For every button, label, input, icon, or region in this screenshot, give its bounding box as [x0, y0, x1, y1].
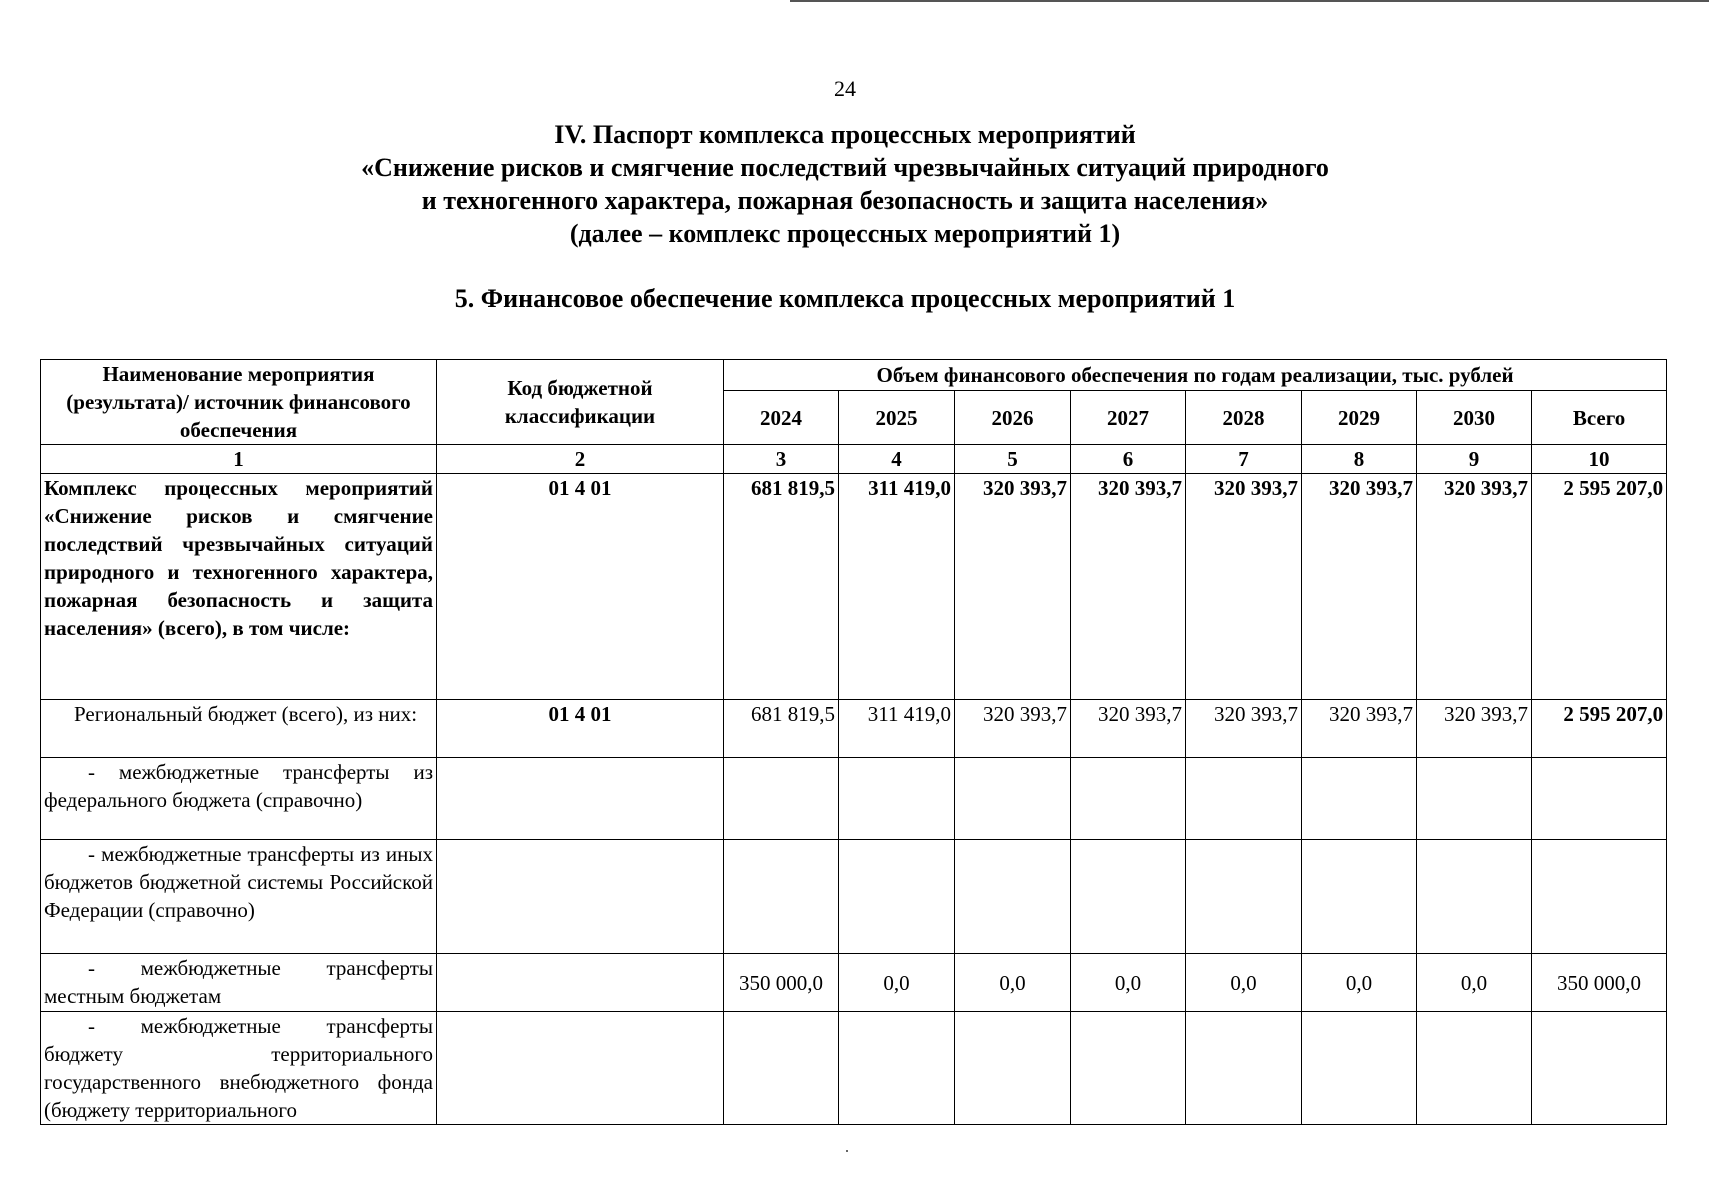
table-row — [41, 474, 1667, 700]
row-value — [724, 758, 839, 840]
row-value: 320 393,7 — [1417, 700, 1532, 758]
header-row-1 — [41, 360, 1667, 391]
row-value: 311 419,0 — [839, 700, 955, 758]
table-row — [41, 1012, 1667, 1125]
row-value: 0,0 — [955, 954, 1071, 1012]
row-name: - межбюджетные трансферты бюджету территориального государственного внебюджетного фонда (бюджету территориального — [41, 1012, 437, 1125]
column-number: 9 — [1417, 445, 1532, 474]
row-value — [839, 758, 955, 840]
row-value: 320 393,7 — [1186, 700, 1302, 758]
row-value: 681 819,5 — [724, 474, 839, 700]
row-code — [437, 954, 724, 1012]
row-code: 01 4 01 — [437, 700, 724, 758]
column-number: 7 — [1186, 445, 1302, 474]
row-code: 01 4 01 — [437, 474, 724, 700]
column-number: 3 — [724, 445, 839, 474]
header-year: 2028 — [1186, 391, 1302, 445]
row-value: 0,0 — [1186, 954, 1302, 1012]
header-volume: Объем финансового обеспечения по годам реализации, тыс. рублей — [724, 360, 1667, 391]
page-number: 24 — [834, 76, 856, 101]
row-total: 2 595 207,0 — [1532, 474, 1667, 700]
financing-table — [40, 359, 1667, 1125]
row-value — [1071, 1012, 1186, 1125]
row-value — [1071, 840, 1186, 954]
row-value — [1302, 840, 1417, 954]
row-value — [955, 1012, 1071, 1125]
row-value: 320 393,7 — [955, 474, 1071, 700]
column-number-row — [41, 445, 1667, 474]
column-number: 4 — [839, 445, 955, 474]
row-value: 320 393,7 — [1186, 474, 1302, 700]
header-year: 2030 — [1417, 391, 1532, 445]
row-value — [724, 840, 839, 954]
row-name: Комплекс процессных мероприятий «Снижение рисков и смягчение последствий чрезвычайных ситуаций природного и техногенного характера, пожарная безопасность и защита населения» (всего), в том числе: — [41, 474, 437, 700]
row-value: 320 393,7 — [1417, 474, 1532, 700]
row-value — [724, 1012, 839, 1125]
row-value — [1071, 758, 1186, 840]
header-name: Наименование мероприятия (результата)/ источник финансового обеспечения — [41, 360, 437, 445]
title-line-2: «Снижение рисков и смягчение последствий чрезвычайных ситуаций природного — [361, 153, 1329, 182]
row-value — [1417, 1012, 1532, 1125]
header-year: 2024 — [724, 391, 839, 445]
row-code — [437, 840, 724, 954]
row-value: 350 000,0 — [724, 954, 839, 1012]
header-year: 2025 — [839, 391, 955, 445]
column-number: 6 — [1071, 445, 1186, 474]
column-number: 5 — [955, 445, 1071, 474]
row-value: 320 393,7 — [1071, 700, 1186, 758]
row-value — [1186, 758, 1302, 840]
header-code: Код бюджетной классификации — [437, 360, 724, 445]
table-row — [41, 700, 1667, 758]
row-name: Региональный бюджет (всего), из них: — [41, 700, 437, 758]
header-year: 2026 — [955, 391, 1071, 445]
column-number: 8 — [1302, 445, 1417, 474]
row-value: 320 393,7 — [1302, 700, 1417, 758]
passport-title — [0, 118, 1690, 250]
header-total: Всего — [1532, 391, 1667, 445]
row-name: - межбюджетные трансферты из федерального бюджета (справочно) — [41, 758, 437, 840]
row-value: 0,0 — [1417, 954, 1532, 1012]
row-value: 0,0 — [1071, 954, 1186, 1012]
row-total — [1532, 840, 1667, 954]
row-value: 320 393,7 — [1302, 474, 1417, 700]
row-value — [839, 840, 955, 954]
row-value — [955, 840, 1071, 954]
row-value — [1417, 840, 1532, 954]
title-line-3: и техногенного характера, пожарная безопасность и защита населения» — [421, 186, 1269, 215]
section-title: 5. Финансовое обеспечение комплекса процессных мероприятий 1 — [454, 284, 1236, 313]
top-rule — [790, 0, 1709, 2]
header-year: 2029 — [1302, 391, 1417, 445]
row-total — [1532, 1012, 1667, 1125]
row-value: 0,0 — [839, 954, 955, 1012]
row-total: 2 595 207,0 — [1532, 700, 1667, 758]
column-number: 2 — [437, 445, 724, 474]
row-value — [955, 758, 1071, 840]
row-value — [1186, 1012, 1302, 1125]
row-value: 320 393,7 — [1071, 474, 1186, 700]
row-code — [437, 1012, 724, 1125]
column-number: 1 — [41, 445, 437, 474]
row-code — [437, 758, 724, 840]
row-value: 681 819,5 — [724, 700, 839, 758]
row-value: 320 393,7 — [955, 700, 1071, 758]
row-value: 311 419,0 — [839, 474, 955, 700]
row-name: - межбюджетные трансферты местным бюджетам — [41, 954, 437, 1012]
row-value — [1302, 758, 1417, 840]
header-year: 2027 — [1071, 391, 1186, 445]
title-line-4: (далее – комплекс процессных мероприятий 1) — [569, 219, 1121, 248]
scan-dot — [846, 1150, 848, 1152]
row-value — [839, 1012, 955, 1125]
row-value — [1417, 758, 1532, 840]
table-row — [41, 758, 1667, 840]
row-value — [1302, 1012, 1417, 1125]
table-row — [41, 840, 1667, 954]
table-row — [41, 954, 1667, 1012]
row-total — [1532, 758, 1667, 840]
row-name: - межбюджетные трансферты из иных бюджетов бюджетной системы Российской Федерации (справочно) — [41, 840, 437, 954]
row-value: 0,0 — [1302, 954, 1417, 1012]
row-total: 350 000,0 — [1532, 954, 1667, 1012]
row-value — [1186, 840, 1302, 954]
column-number: 10 — [1532, 445, 1667, 474]
title-line-1: IV. Паспорт комплекса процессных мероприятий — [554, 120, 1136, 149]
